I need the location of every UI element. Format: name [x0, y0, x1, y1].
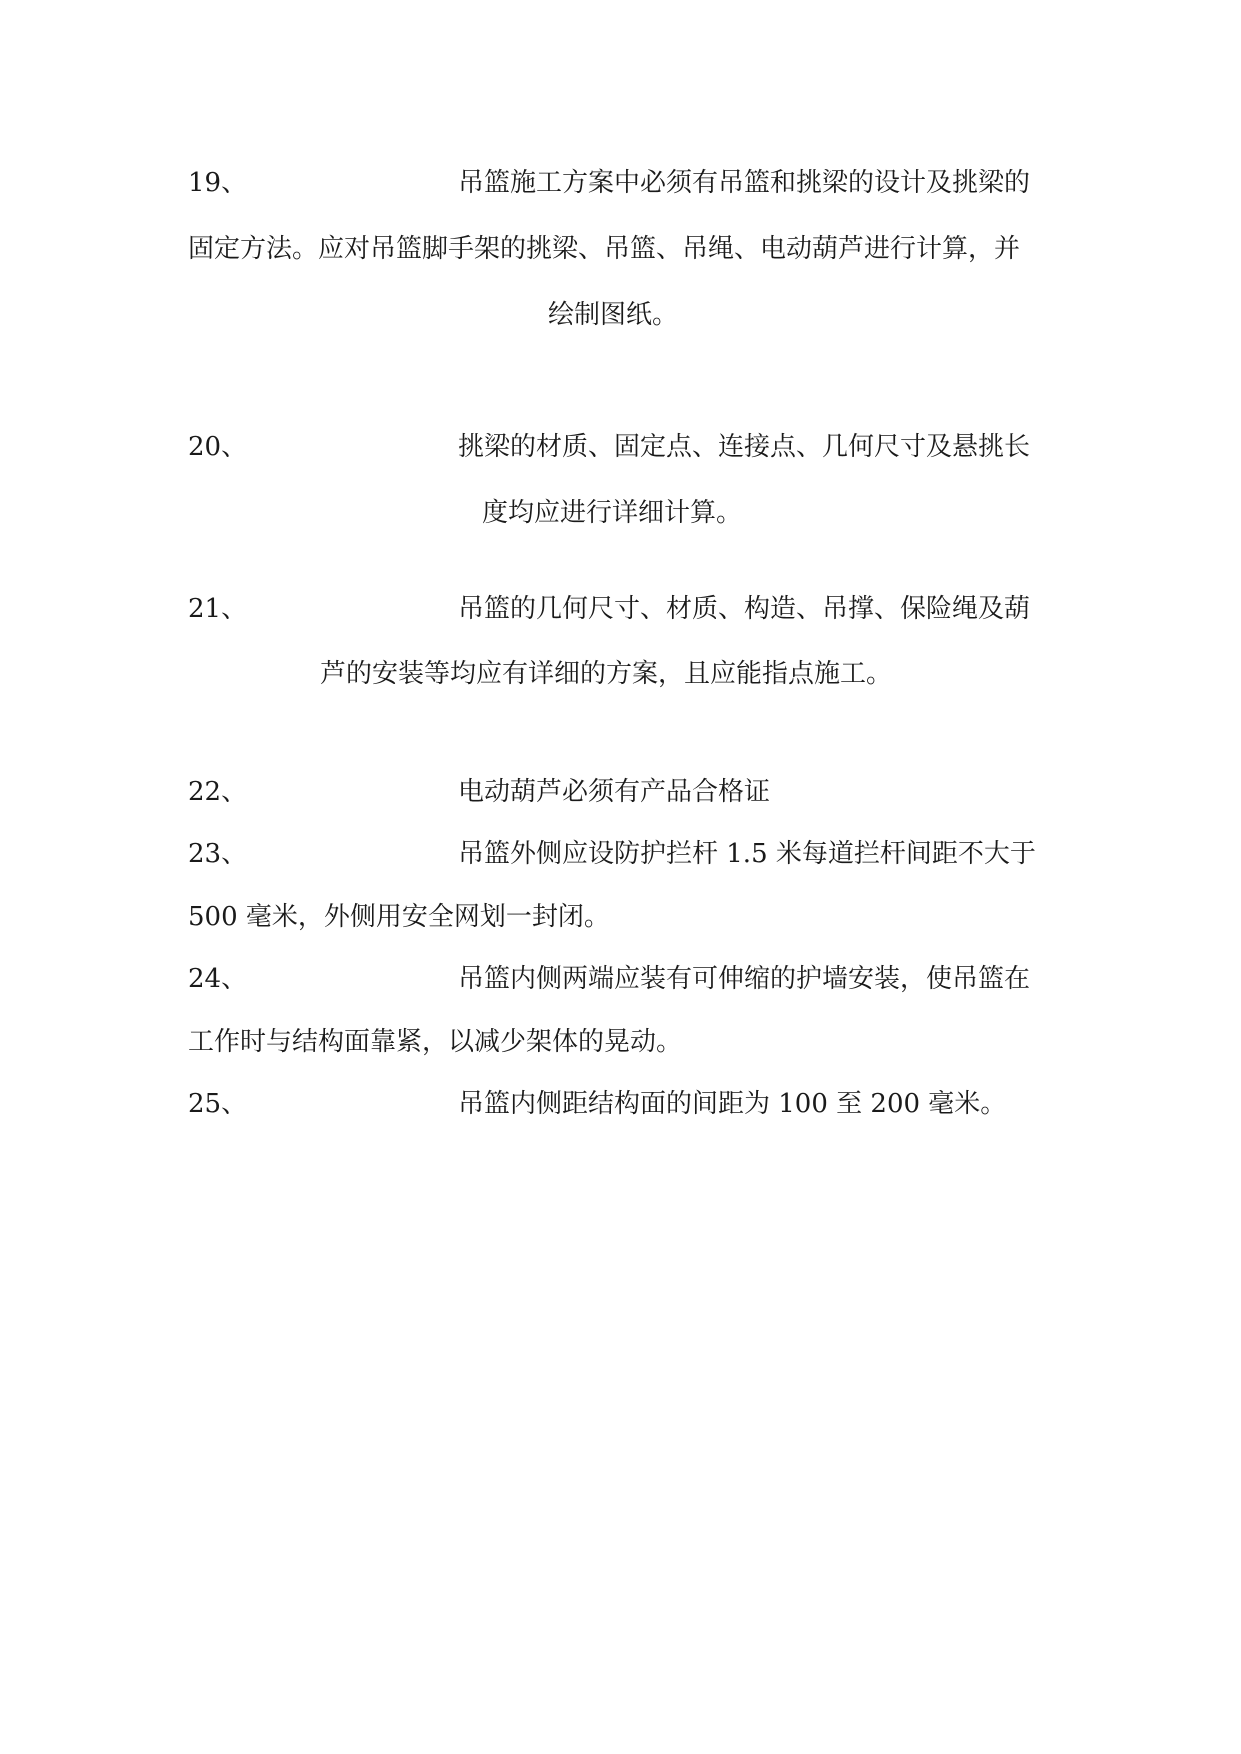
- item-text-line: 电动葫芦必须有产品合格证: [458, 777, 771, 807]
- item-number: 22、: [188, 777, 248, 807]
- item-text-line: 吊篮施工方案中必须有吊篮和挑梁的设计及挑梁的: [458, 168, 1031, 198]
- item-text-line: 吊篮外侧应设防护拦杆 1.5 米每道拦杆间距不大于: [458, 839, 1036, 869]
- item-text-line: 500 毫米，外侧用安全网划一封闭。: [188, 902, 610, 932]
- item-number: 25、: [188, 1089, 248, 1119]
- item-number: 20、: [188, 432, 248, 462]
- item-text-line: 芦的安装等均应有详细的方案，且应能指点施工。: [320, 659, 893, 689]
- item-text-line: 吊篮内侧距结构面的间距为 100 至 200 毫米。: [458, 1089, 1007, 1119]
- item-number: 23、: [188, 839, 248, 869]
- item-number: 24、: [188, 964, 248, 994]
- item-text-line: 度均应进行详细计算。: [482, 498, 743, 528]
- item-text-line: 吊篮内侧两端应装有可伸缩的护墙安装，使吊篮在: [458, 964, 1031, 994]
- item-text-line: 挑梁的材质、固定点、连接点、几何尺寸及悬挑长: [458, 432, 1031, 462]
- item-text-line: 绘制图纸。: [548, 300, 679, 330]
- item-text-line: 工作时与结构面靠紧，以减少架体的晃动。: [188, 1027, 683, 1057]
- item-number: 21、: [188, 594, 248, 624]
- item-number: 19、: [188, 168, 248, 198]
- item-text-line: 吊篮的几何尺寸、材质、构造、吊撑、保险绳及葫: [458, 594, 1031, 624]
- item-text-line: 固定方法。应对吊篮脚手架的挑梁、吊篮、吊绳、电动葫芦进行计算，并: [188, 234, 1021, 264]
